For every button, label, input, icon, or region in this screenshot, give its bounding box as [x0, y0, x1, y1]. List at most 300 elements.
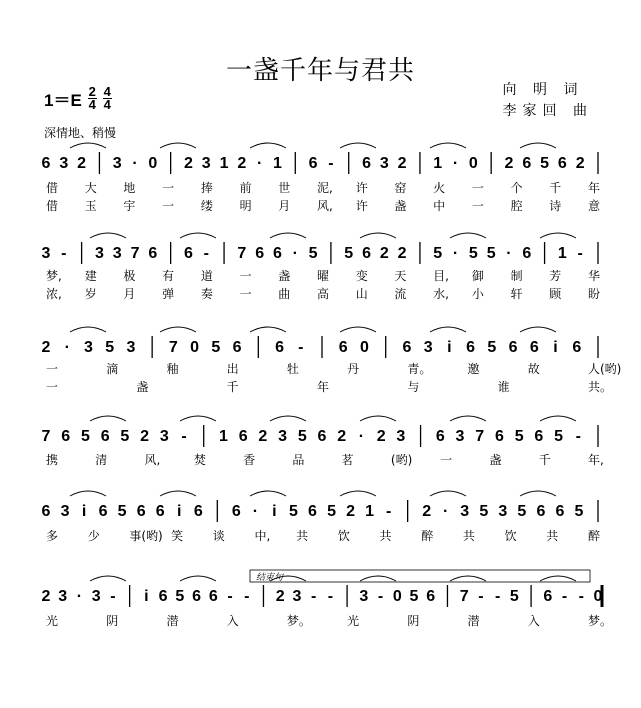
slur: [450, 416, 486, 421]
lyric-verse-1: 借: [46, 181, 59, 195]
lyric-verse-2: 一: [46, 380, 59, 394]
note: 6: [508, 339, 518, 356]
note: 5: [514, 428, 524, 445]
note: 3: [159, 428, 169, 445]
note: -: [577, 245, 583, 262]
note: 7: [41, 428, 51, 445]
lyric-verse-1: 共: [379, 529, 392, 543]
note: 5: [288, 503, 298, 520]
note: 0: [468, 155, 478, 172]
note: 5: [211, 339, 221, 356]
lyric-verse-1: 一: [239, 269, 252, 283]
note: 6: [193, 503, 203, 520]
note: 1: [557, 245, 567, 262]
lyric-verse-2: 一: [239, 287, 252, 301]
note: -: [310, 588, 317, 605]
note: 6: [308, 503, 317, 520]
lyric-verse-2: 轩: [510, 287, 523, 301]
lyric-verse-1: 变: [355, 269, 368, 283]
lyric-verse-1: 滴: [106, 362, 119, 376]
note: 6: [522, 245, 532, 262]
note: 7: [459, 588, 469, 605]
note: 6: [543, 588, 553, 605]
note: 5: [517, 503, 527, 520]
note: 7: [130, 245, 140, 262]
lyric-verse-1: 饮: [337, 529, 350, 543]
lyric-verse-2: 盏: [136, 380, 149, 394]
lyric-verse-1: 光: [46, 614, 59, 628]
lyric-verse-1: 目,: [433, 269, 449, 283]
note: 6: [572, 339, 582, 356]
note: -: [227, 588, 233, 605]
note: 2: [379, 245, 389, 262]
slur: [250, 327, 286, 332]
note: 5: [327, 503, 336, 520]
note: 2: [140, 428, 150, 445]
slur: [340, 327, 376, 332]
note: 0: [360, 339, 369, 356]
lyric-verse-2: 一: [471, 199, 484, 213]
note: ·: [257, 155, 263, 172]
slur: [160, 327, 196, 332]
tempo-marking: 深情地、稍慢: [44, 126, 117, 140]
note: 3: [41, 245, 51, 262]
lyric-verse-1: 泥,: [317, 181, 333, 195]
note: 1: [365, 503, 375, 520]
lyric-verse-1: 携: [46, 453, 59, 467]
lyric-verse-1: 一: [440, 453, 453, 467]
system-1: [42, 152, 600, 213]
lyric-verse-1: 茗: [341, 453, 354, 467]
lyric-verse-1: 釉: [166, 362, 179, 376]
note: 6: [148, 245, 158, 262]
lyric-verse-1: 盏: [489, 453, 502, 467]
slur: [430, 143, 466, 148]
ending-bracket: [250, 570, 590, 582]
note: i: [144, 588, 149, 605]
note: ·: [64, 339, 70, 356]
lyric-verse-2: 共。: [588, 380, 613, 394]
note: -: [203, 245, 209, 262]
note: 6: [232, 339, 242, 356]
slur: [270, 416, 306, 421]
note: 5: [297, 428, 307, 445]
note: 5: [117, 503, 127, 520]
lyric-verse-1: 有: [162, 269, 175, 283]
note: 1: [219, 155, 229, 172]
note: 6: [98, 503, 108, 520]
note: 0: [148, 155, 158, 172]
lyric-verse-1: 丹: [347, 362, 360, 376]
lyric-verse-2: 山: [355, 287, 368, 301]
lyric-verse-2: 诗: [549, 199, 562, 213]
note: 2: [397, 155, 407, 172]
slur: [180, 576, 216, 581]
note: 7: [168, 339, 178, 356]
lyric-verse-2: 水,: [433, 287, 449, 301]
note: 5: [433, 245, 443, 262]
note: 0: [392, 588, 402, 605]
note: 5: [486, 245, 496, 262]
system-4: [42, 425, 604, 467]
lyric-verse-2: 许: [355, 199, 368, 213]
lyric-verse-1: 中,: [254, 529, 271, 543]
note: 5: [509, 588, 519, 605]
note: -: [478, 588, 484, 605]
note: 1: [433, 155, 443, 172]
note: 6: [61, 428, 71, 445]
note: 5: [479, 503, 489, 520]
note: 0: [190, 339, 200, 356]
lyric-verse-1: 华: [588, 269, 601, 283]
lyric-verse-2: 年: [317, 380, 330, 394]
note: 6: [192, 588, 201, 605]
note: 2: [258, 428, 268, 445]
slur: [540, 233, 576, 238]
note: -: [181, 428, 187, 445]
lyric-verse-1: 醉: [588, 529, 601, 543]
lyric-verse-2: 浓,: [46, 287, 62, 301]
lyric-verse-2: 风,: [317, 199, 333, 213]
note: 6: [529, 339, 539, 356]
lyric-verse-1: (哟): [390, 453, 413, 467]
lyric-verse-1: 共: [546, 529, 559, 543]
lyric-verse-1: 道: [200, 269, 213, 283]
note: 6: [273, 245, 282, 262]
lyric-verse-1: 潜: [467, 614, 480, 628]
composer-credit: 李家回 曲: [502, 103, 593, 119]
lyric-verse-1: 清: [95, 453, 108, 467]
lyric-verse-1: 多: [46, 529, 59, 543]
lyric-verse-1: 年: [588, 181, 601, 195]
note: 3: [112, 245, 122, 262]
lyric-verse-2: 流: [394, 287, 407, 301]
lyric-verse-1: 阴: [106, 614, 119, 628]
note: 3: [94, 245, 104, 262]
lyric-verse-2: 岁: [84, 287, 97, 301]
slur: [450, 576, 486, 581]
note: 3: [423, 339, 433, 356]
note: -: [578, 588, 584, 605]
lyric-verse-1: 曜: [317, 269, 330, 283]
note: 3: [112, 155, 122, 172]
note: 6: [275, 339, 284, 356]
note: -: [110, 588, 116, 605]
lyric-verse-1: 御: [471, 269, 484, 283]
lyric-verse-1: 千: [538, 453, 551, 467]
lyric-verse-1: 梦。: [286, 614, 311, 628]
slur: [70, 327, 106, 332]
note: 6: [155, 503, 165, 520]
note: ·: [358, 428, 365, 445]
lyric-verse-1: 地: [123, 181, 136, 195]
lyric-verse-1: 焚: [193, 453, 206, 467]
lyric-verse-2: 借: [46, 199, 59, 213]
lyric-verse-2: 明: [239, 199, 252, 213]
note: i: [447, 339, 452, 356]
note: 3: [59, 155, 69, 172]
note: 6: [136, 503, 146, 520]
slur: [520, 491, 556, 496]
note: 6: [308, 155, 318, 172]
lyric-verse-2: 一: [162, 199, 175, 213]
slur: [160, 491, 196, 496]
note: 6: [362, 155, 371, 172]
note: ·: [292, 245, 298, 262]
note: 6: [183, 245, 193, 262]
note: 3: [91, 588, 101, 605]
lyric-verse-1: 个: [510, 181, 523, 195]
lyric-verse-2: 曲: [278, 287, 291, 301]
lyric-verse-2: 奏: [200, 287, 213, 301]
lyric-verse-1: 入: [226, 614, 239, 628]
lyric-verse-2: 与: [407, 380, 420, 394]
note: 3: [58, 588, 68, 605]
note: i: [177, 503, 182, 520]
lyric-verse-2: 盼: [588, 287, 601, 301]
lyric-verse-1: 极: [123, 269, 136, 283]
lyric-verse-1: 天: [394, 269, 407, 283]
note: 6: [231, 503, 241, 520]
note: 5: [344, 245, 354, 262]
lyric-verse-1: 大: [84, 181, 97, 195]
lyric-verse-2: 顾: [549, 287, 562, 301]
lyric-verse-2: 腔: [510, 199, 523, 213]
lyric-verse-1: 芳: [549, 269, 562, 283]
lyricist-credit: 向 明 词: [502, 82, 584, 98]
note: 7: [237, 245, 247, 262]
note: 3: [84, 339, 93, 356]
note: -: [327, 588, 334, 605]
note: 3: [460, 503, 470, 520]
note: -: [328, 155, 334, 172]
note: 6: [158, 588, 168, 605]
slur: [70, 143, 106, 148]
slur: [90, 416, 126, 421]
note: i: [81, 503, 87, 520]
note: 5: [80, 428, 90, 445]
note: -: [561, 588, 568, 605]
lyric-verse-1: 梦。: [588, 614, 613, 628]
lyric-verse-1: 青。: [407, 362, 432, 376]
system-3: [42, 336, 622, 394]
lyric-verse-1: 世: [278, 181, 291, 195]
note: 5: [175, 588, 185, 605]
note: 6: [255, 245, 265, 262]
lyric-verse-1: 窑: [394, 181, 407, 195]
lyric-verse-1: 潜: [166, 614, 179, 628]
note: 2: [237, 155, 247, 172]
note: 5: [409, 588, 419, 605]
note: ·: [443, 503, 449, 520]
slur: [360, 233, 396, 238]
note: 6: [522, 155, 532, 172]
note: 5: [308, 245, 318, 262]
lyric-verse-1: 出: [226, 362, 239, 376]
slur: [520, 143, 556, 148]
note: 3: [201, 155, 211, 172]
slur: [340, 491, 376, 496]
note: 2: [575, 155, 585, 172]
note: 6: [557, 155, 567, 172]
note: 2: [77, 155, 87, 172]
note: 2: [41, 339, 51, 356]
lyric-verse-1: 故: [527, 362, 540, 376]
note: 3: [455, 428, 465, 445]
note: -: [61, 245, 67, 262]
lyric-verse-2: 小: [471, 287, 484, 301]
note: 5: [574, 503, 584, 520]
lyric-verse-2: 玉: [84, 199, 97, 213]
slur: [450, 233, 486, 238]
note: -: [377, 588, 384, 605]
note: 6: [41, 503, 51, 520]
lyric-verse-1: 一: [46, 362, 59, 376]
note: i: [272, 503, 277, 520]
slur: [360, 576, 396, 581]
note: -: [298, 339, 304, 356]
slur: [340, 143, 376, 148]
note: 6: [426, 588, 436, 605]
slur: [160, 143, 196, 148]
slur: [70, 491, 106, 496]
lyric-verse-1: 事(哟): [129, 529, 163, 543]
note: 2: [337, 428, 347, 445]
lyric-verse-2: 高: [317, 287, 330, 301]
note: 3: [292, 588, 302, 605]
slur: [430, 491, 466, 496]
lyric-verse-1: 火: [433, 181, 446, 195]
note: -: [385, 503, 392, 520]
system-6: [42, 585, 612, 628]
note: 6: [338, 339, 348, 356]
lyric-verse-2: 宇: [123, 199, 136, 213]
note: 6: [41, 155, 51, 172]
note: 5: [487, 339, 497, 356]
slur: [360, 416, 396, 421]
note: 3: [278, 428, 288, 445]
lyric-verse-1: 共: [462, 529, 475, 543]
slur: [180, 233, 216, 238]
slur: [520, 327, 556, 332]
lyric-verse-1: 醉: [421, 529, 434, 543]
note: -: [244, 588, 250, 605]
note: ·: [132, 155, 138, 172]
note: 3: [396, 428, 406, 445]
note: 2: [275, 588, 285, 605]
lyric-verse-1: 品: [292, 453, 305, 467]
lyric-verse-1: 许: [355, 181, 368, 195]
lyric-verse-1: 捧: [200, 181, 213, 195]
lyric-verse-1: 阴: [407, 614, 420, 628]
slur: [90, 233, 126, 238]
note: 6: [555, 503, 565, 520]
note: 6: [534, 428, 544, 445]
note: 0: [593, 588, 603, 605]
lyric-verse-2: 中: [433, 199, 446, 213]
slur: [180, 416, 216, 421]
note: 6: [435, 428, 445, 445]
slur: [250, 143, 286, 148]
slur: [430, 327, 466, 332]
lyric-verse-1: 饮: [504, 529, 517, 543]
lyric-verse-1: 入: [527, 614, 540, 628]
lyric-verse-1: 少: [87, 529, 100, 543]
key-label: 1＝E: [44, 91, 82, 110]
note: 6: [317, 428, 327, 445]
slur: [540, 416, 576, 421]
note: 2: [397, 245, 407, 262]
time-signature-1: $\frac{2}{4}$: [88, 84, 96, 112]
note: 3: [359, 588, 369, 605]
lyric-verse-1: 谈: [212, 529, 225, 543]
slur: [250, 491, 286, 496]
note: 6: [402, 339, 412, 356]
note: 6: [100, 428, 110, 445]
lyric-verse-1: 风,: [144, 453, 161, 467]
lyric-verse-1: 制: [510, 269, 523, 283]
note: 6: [466, 339, 476, 356]
note: -: [494, 588, 501, 605]
note: 2: [183, 155, 193, 172]
system-5: [42, 500, 601, 543]
note: 5: [105, 339, 115, 356]
lyric-verse-2: 弹: [162, 287, 175, 301]
slur: [270, 233, 306, 238]
note: 1: [218, 428, 228, 445]
lyric-verse-1: 建: [84, 269, 97, 283]
lyric-verse-1: 千: [549, 181, 562, 195]
note: 3: [498, 503, 508, 520]
note: 3: [126, 339, 136, 356]
lyric-verse-1: 梦,: [46, 269, 62, 283]
lyric-verse-2: 缕: [200, 199, 213, 213]
note: ·: [76, 588, 83, 605]
lyric-verse-2: 意: [588, 199, 601, 213]
lyric-verse-2: 谁: [497, 380, 510, 394]
slur: [540, 576, 576, 581]
note: 2: [376, 428, 386, 445]
note: 2: [346, 503, 356, 520]
lyric-verse-1: 年,: [588, 453, 604, 467]
note: 5: [120, 428, 130, 445]
lyric-verse-1: 共: [296, 529, 309, 543]
lyric-verse-1: 一: [471, 181, 484, 195]
note: 5: [468, 245, 478, 262]
lyric-verse-1: 前: [239, 181, 252, 195]
lyric-verse-1: 光: [347, 614, 360, 628]
ending-label: 结束句: [256, 573, 284, 583]
note: 5: [554, 428, 564, 445]
note: 6: [536, 503, 546, 520]
note: ·: [452, 155, 459, 172]
note: 6: [208, 588, 218, 605]
note: ·: [506, 245, 512, 262]
note: 5: [540, 155, 550, 172]
note: i: [553, 339, 558, 356]
note: 6: [238, 428, 248, 445]
lyric-verse-1: 笑: [171, 529, 184, 543]
score-systems: [42, 152, 622, 628]
lyric-verse-1: 一: [162, 181, 175, 195]
lyric-verse-2: 千: [226, 380, 239, 394]
note: 7: [475, 428, 485, 445]
time-signature-2: $\frac{4}{4}$: [103, 84, 111, 112]
lyric-verse-1: 香: [243, 453, 256, 467]
slur: [90, 576, 126, 581]
lyric-verse-1: 人(哟): [588, 362, 622, 376]
note: -: [575, 428, 581, 445]
